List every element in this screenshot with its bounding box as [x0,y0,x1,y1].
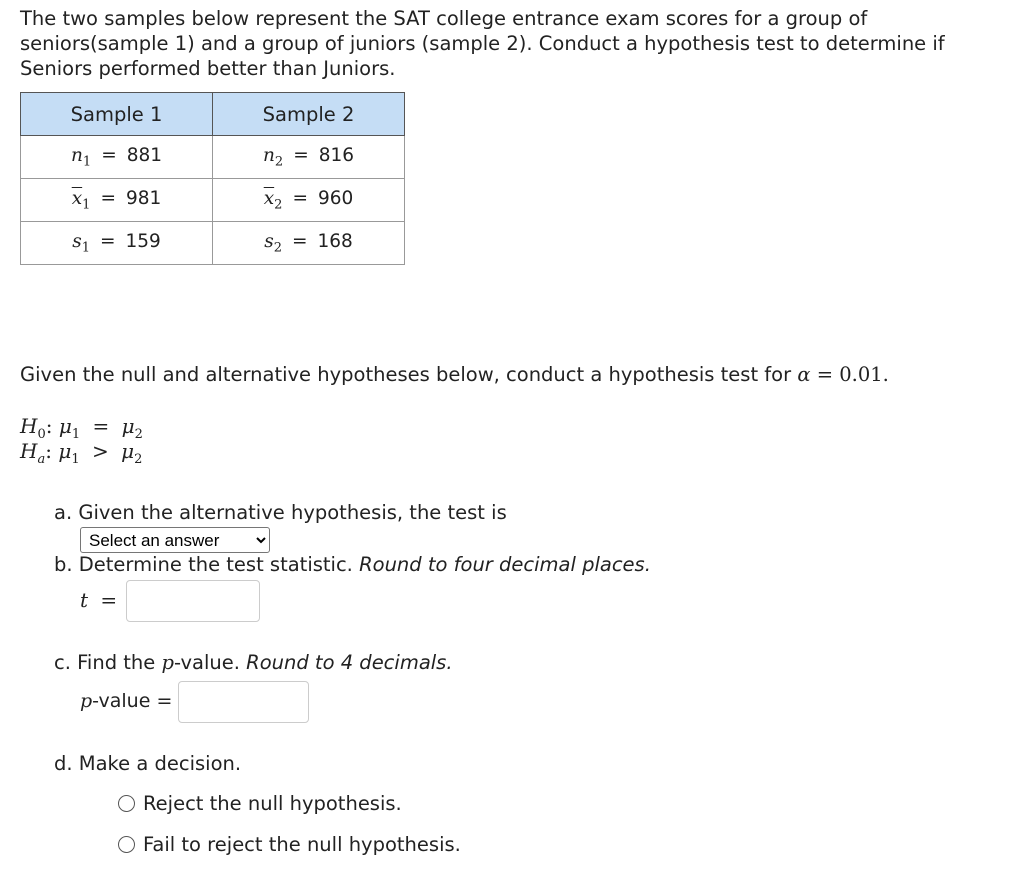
colon: : [45,439,52,463]
p-value-input[interactable] [178,681,309,723]
test-type-select-wrapper [80,527,270,553]
var-n1: n [70,144,83,166]
mu-symbol: μ [58,414,72,438]
ha-relation: > [91,439,109,463]
question-a: a. Given the alternative hypothesis, the test is [54,501,507,524]
header-sample-2: Sample 2 [213,93,405,136]
t-equals: = [100,588,118,612]
alpha-value: 0.01. [839,363,889,386]
t-label [80,588,117,612]
h0-sub: 0 [37,427,46,442]
var-n2: n [262,144,275,166]
cell-s1 [21,222,213,265]
var-s1: s [72,230,82,252]
question-c-text-post: -value. [173,651,240,674]
mu1-sub: 1 [71,427,81,442]
value-xbar1: 981 [125,187,162,209]
p-value-label [80,690,172,712]
sub: 1 [82,197,91,213]
radio-circle-icon[interactable] [118,836,135,853]
h0-symbol: H [20,414,38,438]
p-symbol: p [161,651,174,674]
table-row [21,136,405,179]
sub: 1 [82,154,92,170]
cell-s2 [213,222,405,265]
equals-sign: = [101,144,117,166]
mu-symbol: μ [58,439,72,463]
test-type-select[interactable] [80,527,270,553]
intro-line-3: Seniors performed better than Juniors. [20,57,396,80]
question-b-hint: Round to four decimal places. [359,553,651,576]
equals-sign: = [99,230,116,252]
value-n2: 816 [318,144,355,166]
table-header-row [21,93,405,136]
value-xbar2: 960 [317,187,354,209]
sub: 1 [81,240,90,256]
intro-line-1: The two samples below represent the SAT college entrance exam scores for a group of [20,7,868,30]
radio-circle-icon[interactable] [118,795,135,812]
test-statistic-input[interactable] [126,580,260,622]
samples-table [20,92,405,265]
ha-symbol: H [20,439,38,463]
var-xbar2: $\overline{x}$ [263,187,275,209]
value-n1: 881 [126,144,163,166]
cell-n1 [21,136,213,179]
sub: 2 [273,240,282,256]
mu-symbol: μ [121,414,135,438]
equals-sign: = [293,144,309,166]
problem-intro [20,6,1000,81]
alpha-equals: = [816,363,834,386]
t-symbol: t [80,588,89,612]
question-b [54,553,651,576]
var-xbar1: $\overline{x}$ [71,187,83,209]
cell-xbar2 [213,179,405,222]
table-row [21,222,405,265]
question-c-hint: Round to 4 decimals. [246,651,453,674]
alternative-hypothesis [20,439,142,467]
question-c-text-pre: c. Find the [54,651,156,674]
cell-n2 [213,136,405,179]
ha-sub: a [37,452,46,467]
radio-fail-label: Fail to reject the null hypothesis. [143,833,461,856]
intro-line-2: seniors(sample 1) and a group of juniors (sample 2). Conduct a hypothesis test to determine if [20,32,945,55]
h0-relation: = [92,414,110,438]
header-sample-1: Sample 1 [21,93,213,136]
given-text: Given the null and alternative hypotheses below, conduct a hypothesis test for [20,363,792,386]
alpha-symbol: α [797,363,811,386]
equals-sign: = [292,187,308,209]
question-c [54,651,453,674]
radio-reject-label: Reject the null hypothesis. [143,792,402,815]
sub: 2 [274,197,283,213]
question-d: d. Make a decision. [54,752,242,775]
value-s1: 159 [125,230,161,252]
radio-reject[interactable] [118,792,402,815]
mu2-sub: 2 [134,427,143,442]
p-label-text: -value = [92,690,173,712]
given-statement [20,363,889,386]
cell-xbar1 [21,179,213,222]
mu2-sub: 2 [134,452,143,467]
equals-sign: = [291,230,308,252]
sub: 2 [274,154,284,170]
mu-symbol: μ [121,439,135,463]
equals-sign: = [100,187,116,209]
radio-fail-to-reject[interactable] [118,833,461,856]
p-label-symbol: p [80,690,93,712]
colon: : [45,414,53,438]
question-b-text: b. Determine the test statistic. [54,553,353,576]
var-s2: s [264,230,274,252]
mu1-sub: 1 [71,452,80,467]
value-s2: 168 [317,230,353,252]
null-hypothesis [20,414,143,442]
table-row [21,179,405,222]
